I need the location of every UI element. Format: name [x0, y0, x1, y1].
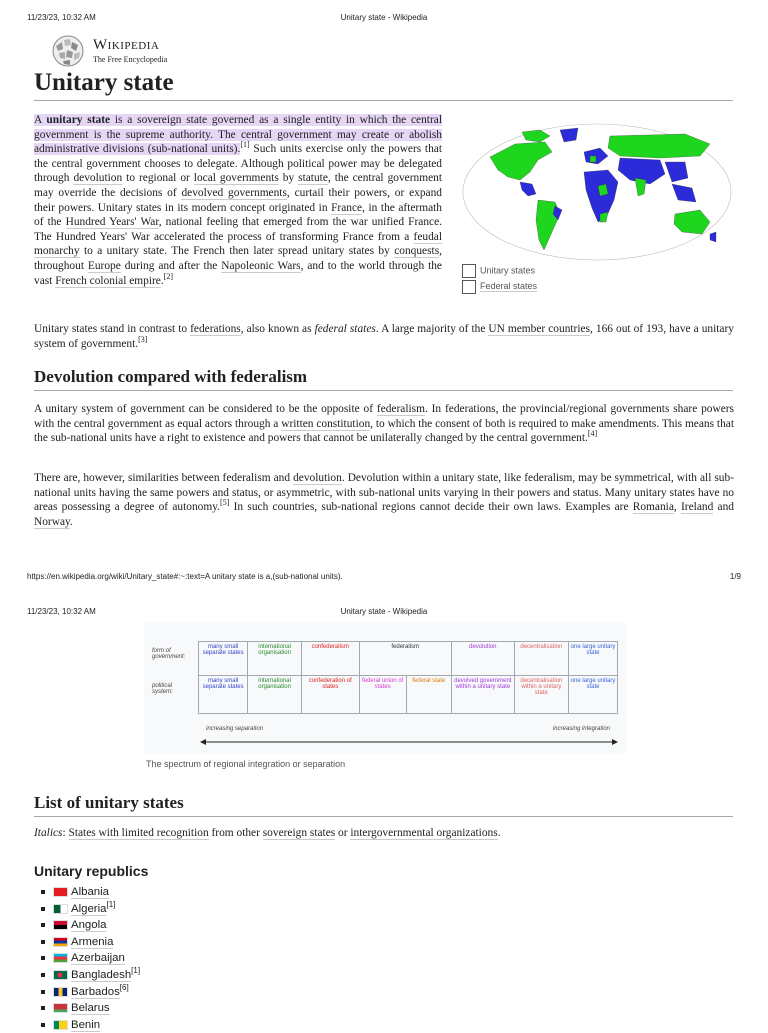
link-federalism[interactable]: federalism: [376, 403, 425, 415]
link-local-governments[interactable]: local governments: [193, 172, 279, 185]
section-heading-list: List of unitary states: [34, 793, 184, 812]
list-item: [53, 934, 253, 951]
link-country[interactable]: Benin: [71, 1018, 101, 1031]
link-conquests[interactable]: conquests: [394, 245, 440, 258]
link-federal-states[interactable]: Federal states: [480, 281, 538, 292]
print-doc-title: Unitary state - Wikipedia: [340, 13, 428, 22]
cell-form: many small separate states: [199, 642, 248, 676]
flag-bangladesh-icon: [53, 970, 68, 980]
link-feudal-monarchy[interactable]: feudal monarchy: [34, 230, 442, 258]
wikipedia-wordmark[interactable]: Wikipedia: [93, 37, 160, 53]
link-devolution[interactable]: devolution: [73, 172, 123, 185]
devolution-paragraph-2: There are, however, similarities between federalism and devolution. Devolution within a unitary state, like federalism, may be symmetrical, with all sub-national units having the same powers and status, or asymmetric, with sub-national units varying in their powers and status. Many unitary states have no areas possessing a degree of autonomy.[5] In such countries, sub-national regions cannot decide their own laws. Examples are Romania, Ireland and Norway.: [34, 472, 734, 528]
link-hundred-years-war[interactable]: Hundred Years' War: [65, 216, 159, 229]
cell-system: one large unitary state: [569, 676, 618, 714]
title-rule: [34, 100, 733, 101]
list-intro: Italics: States with limited recognition from other sovereign states or intergovernmental organizations.: [34, 827, 501, 839]
link-norway[interactable]: Norway: [34, 515, 70, 528]
cell-system: federal state: [406, 676, 451, 714]
flag-azerbaijan-icon: [53, 953, 68, 963]
flag-barbados-icon: [53, 987, 68, 997]
cell-form: decentralisation: [514, 642, 568, 676]
link-country[interactable]: Barbados: [71, 985, 120, 998]
ref-link[interactable]: [1]: [131, 966, 141, 976]
section-rule: [34, 390, 733, 391]
list-item: [53, 1017, 253, 1033]
link-europe[interactable]: Europe: [87, 259, 121, 272]
link-un-member-countries[interactable]: UN member countries: [488, 323, 590, 335]
list-item: [53, 917, 253, 934]
link-romania[interactable]: Romania: [632, 501, 674, 514]
link-written-constitution[interactable]: written constitution: [281, 417, 371, 430]
ref-link[interactable]: [3]: [138, 334, 148, 344]
link-country[interactable]: Belarus: [71, 1002, 110, 1015]
cell-system: confederation of states: [301, 676, 359, 714]
section-rule-2: [34, 816, 733, 817]
double-arrow-icon: [200, 733, 618, 741]
flag-belarus-icon: [53, 1003, 68, 1013]
intro-paragraph: A unitary state is a sovereign state governed as a single entity in which the central government is the supreme authority. The central government may create or abolish administrative divisions (sub-national units).[1] Such units exercise only the powers that the central government chooses to delegate. Although political power may be delegated through devolution to regional or local governments by statute, the central government may override the decisions of devolved governments, curtail their powers, or expand their powers. Unitary states in its modern concept originated in France, in the aftermath of the Hundred Years' War, national feeling that emerged from the war unified France. The Hundred Years' War accelerated the process of transforming France from a feudal monarchy to a unitary state. The French then later spread unitary states by conquests, throughout Europe during and after the Napoleonic Wars, and to the world through the vast French colonial empire.[2]: [34, 114, 443, 287]
link-country[interactable]: Albania: [71, 886, 109, 898]
link-sovereign-states[interactable]: sovereign states: [262, 827, 336, 839]
republics-list: [53, 884, 253, 1033]
row-label-form: form of government:: [152, 648, 186, 660]
ref-link[interactable]: [2]: [163, 271, 174, 281]
devolution-paragraph-1: A unitary system of government can be considered to be the opposite of federalism. In federations, the provincial/regional governments share powers with the central government as equal actors through a written constitution, to which the consent of both is required to make amendments. This means that the sub-national units have a right to existence and powers that cannot be unilaterally changed by the central government.[4]: [34, 403, 735, 445]
flag-albania-icon: [53, 887, 68, 897]
spectrum-caption: The spectrum of regional integration or separation: [146, 759, 346, 769]
list-item: [53, 901, 253, 918]
link-country[interactable]: Bangladesh: [71, 968, 132, 981]
print-page-number: 1/9: [729, 572, 741, 581]
link-statute[interactable]: statute: [298, 172, 328, 185]
page-title: Unitary state: [34, 69, 174, 96]
cell-form: confederalism: [301, 642, 359, 676]
legend-federal: [462, 280, 537, 294]
list-item: [53, 967, 253, 984]
spectrum-table: [198, 641, 618, 714]
link-country[interactable]: Azerbaijan: [71, 952, 125, 965]
link-ireland[interactable]: Ireland: [681, 501, 714, 514]
link-country[interactable]: Algeria: [71, 902, 107, 915]
cell-form: one large unitary state: [569, 642, 618, 676]
list-item: [53, 984, 253, 1001]
print-doc-title-2: Unitary state - Wikipedia: [340, 607, 428, 616]
list-item: [53, 950, 253, 967]
ref-link[interactable]: [1]: [240, 140, 250, 150]
print-timestamp-2: 11/23/23, 10:32 AM: [27, 607, 96, 616]
contrast-paragraph: Unitary states stand in contrast to federations, also known as federal states. A large majority of the UN member countries, 166 out of 193, have a unitary system of government.[3]: [34, 323, 734, 350]
link-french-colonial-empire[interactable]: French colonial empire: [55, 274, 161, 287]
flag-armenia-icon: [53, 937, 68, 947]
ref-link[interactable]: [4]: [587, 429, 598, 439]
ref-link[interactable]: [5]: [220, 498, 230, 508]
bold-term: unitary state: [46, 114, 111, 126]
list-item: [53, 884, 253, 901]
cell-system: international organisation: [248, 676, 302, 714]
ref-link[interactable]: [6]: [119, 982, 129, 992]
flag-benin-icon: [53, 1020, 68, 1030]
legend-swatch-federal-icon: [462, 280, 476, 294]
list-item: [53, 1000, 253, 1017]
link-devolution-2[interactable]: devolution: [293, 472, 342, 484]
cell-system: decentralisation within a unitary state: [514, 676, 568, 714]
cell-form: federalism: [359, 642, 451, 676]
world-map-image[interactable]: [460, 122, 734, 262]
link-country[interactable]: Angola: [71, 919, 107, 932]
link-france[interactable]: France: [331, 201, 363, 214]
arrow-label-right: increasing integration: [552, 726, 610, 732]
cell-form: international organisation: [248, 642, 302, 676]
ref-link[interactable]: [1]: [106, 899, 116, 909]
link-country[interactable]: Armenia: [71, 935, 114, 948]
flag-algeria-icon: [53, 904, 68, 914]
row-label-system: political system:: [152, 683, 173, 695]
link-devolved-governments[interactable]: devolved governments: [181, 186, 287, 199]
legend-swatch-unitary-icon: [462, 264, 476, 278]
cell-system: many small separate states: [199, 676, 248, 714]
legend-unitary: Unitary states: [462, 264, 535, 278]
link-napoleonic-wars[interactable]: Napoleonic Wars: [221, 259, 301, 272]
print-footer-url: https://en.wikipedia.org/wiki/Unitary_state#:~:text=A unitary state is a,(sub-national units).: [27, 572, 343, 581]
wikipedia-tagline: The Free Encyclopedia: [93, 55, 168, 64]
cell-system: federal union of states: [359, 676, 406, 714]
print-timestamp: 11/23/23, 10:32 AM: [27, 13, 96, 22]
flag-angola-icon: [53, 920, 68, 930]
cell-system: devolved government within a unitary state: [451, 676, 514, 714]
link-federations[interactable]: federations: [190, 323, 241, 335]
section-heading-devolution: Devolution compared with federalism: [34, 367, 308, 386]
link-intergovernmental-orgs[interactable]: intergovernmental organizations: [350, 827, 498, 839]
arrow-label-left: increasing separation: [206, 726, 264, 732]
link-limited-recognition[interactable]: States with limited recognition: [68, 827, 209, 839]
subheading-unitary-republics: Unitary republics: [34, 863, 149, 879]
cell-form: devolution: [451, 642, 514, 676]
wikipedia-globe-icon[interactable]: [50, 34, 86, 68]
